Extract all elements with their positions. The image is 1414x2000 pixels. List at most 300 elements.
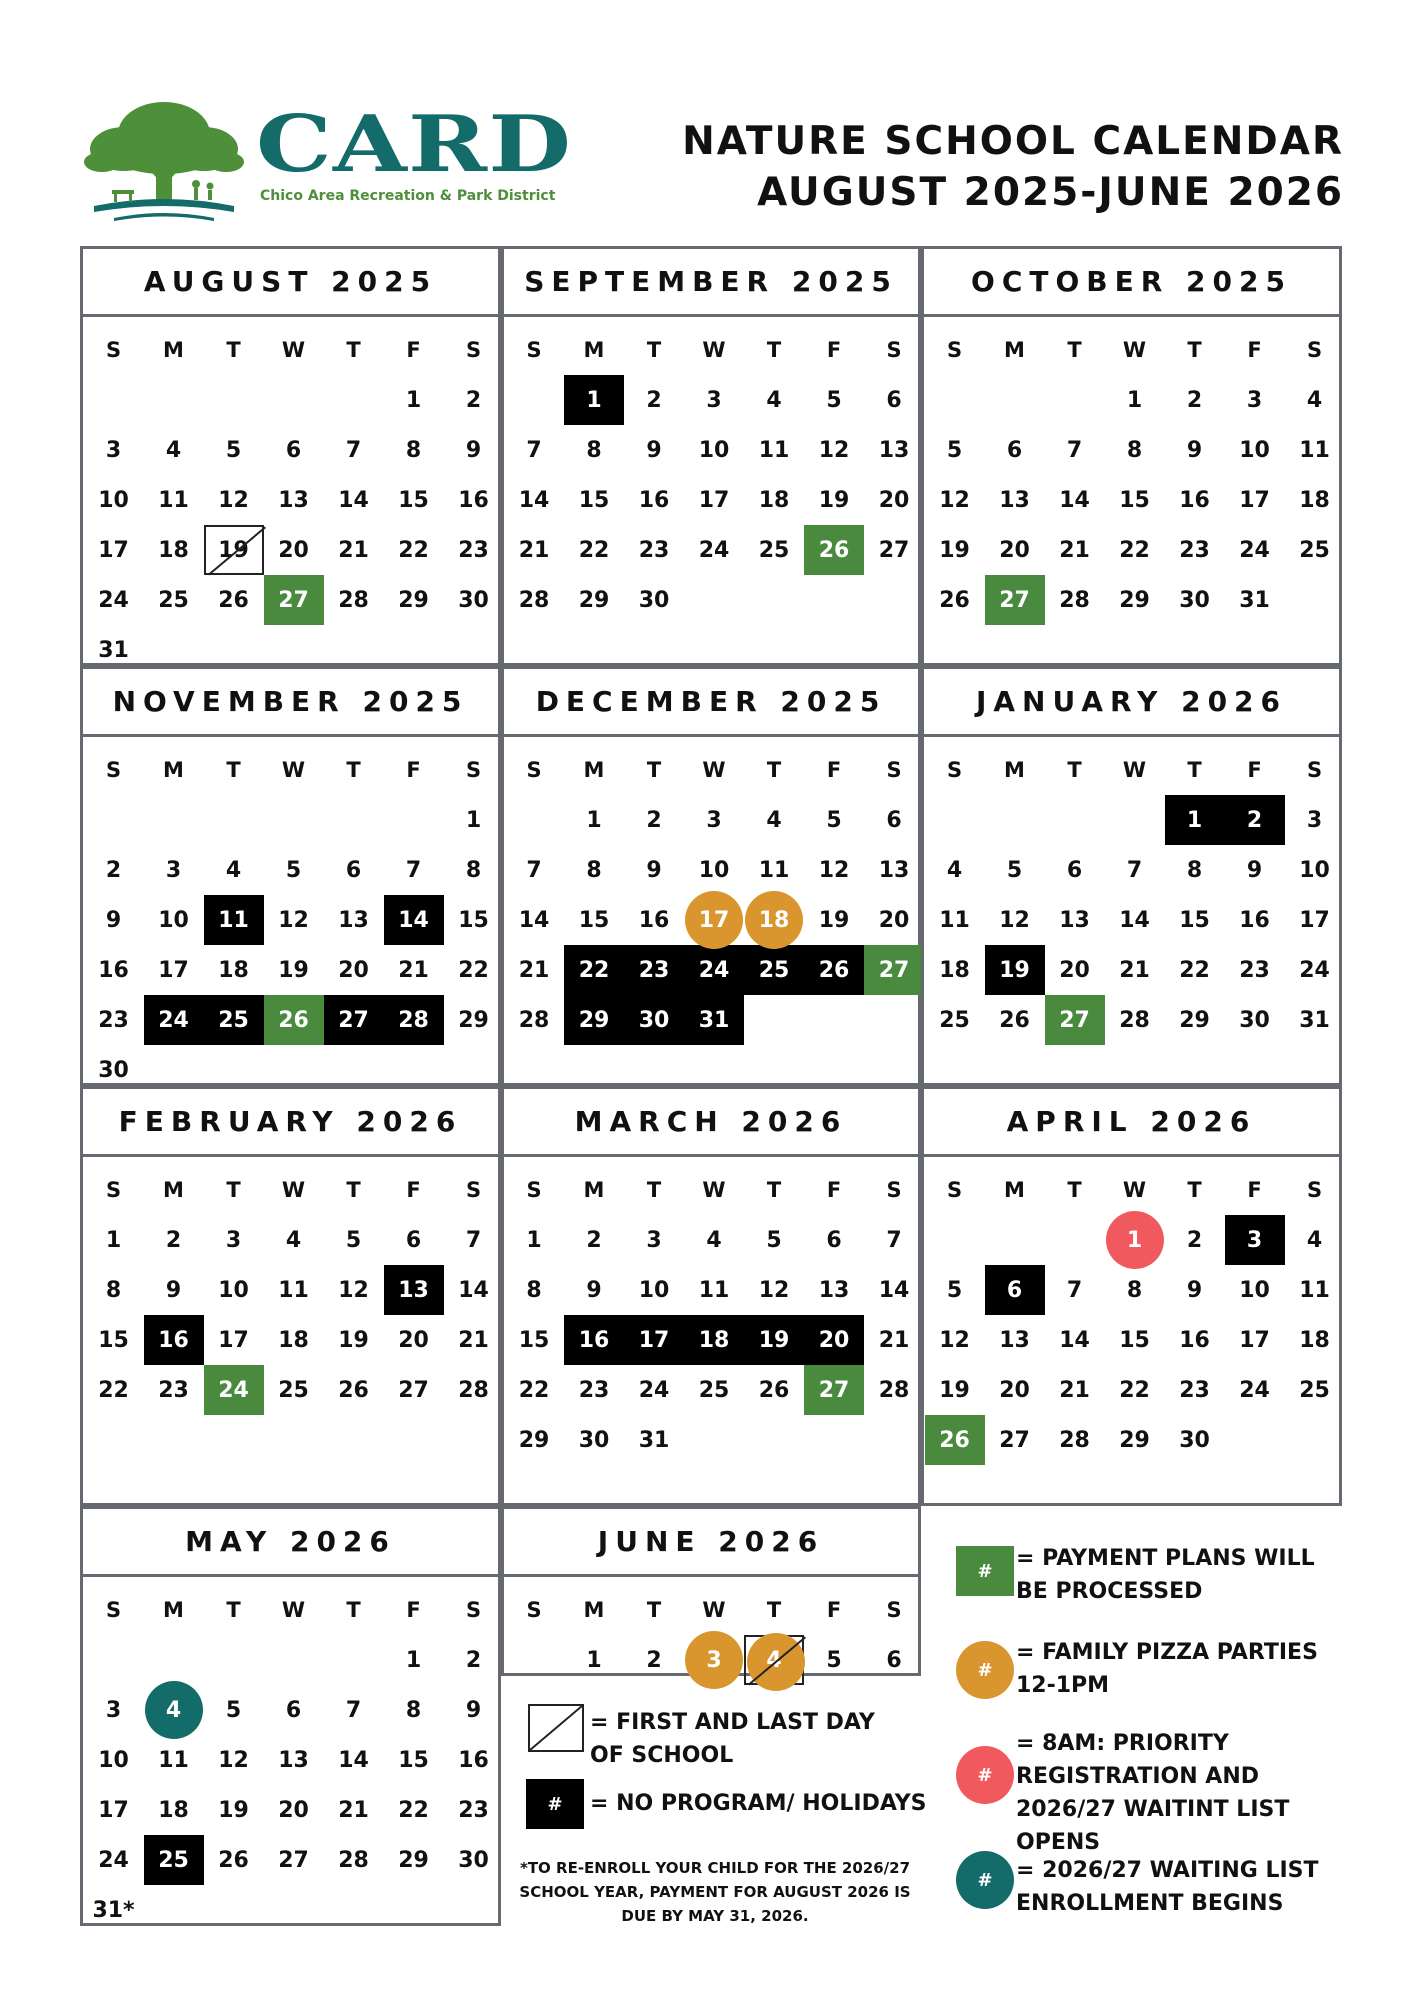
day-cell: 25	[278, 1377, 309, 1403]
day-cell: 4	[946, 857, 963, 883]
day-cell: 21	[878, 1327, 910, 1353]
weekday-label: T	[1187, 1178, 1202, 1202]
day-cell: 18	[744, 895, 804, 945]
day-cell: 16	[638, 487, 670, 513]
day-cell: 1	[105, 1227, 122, 1253]
day-cell: 11	[758, 857, 790, 883]
weekday-label: F	[1247, 1178, 1262, 1202]
weekday-label: W	[281, 758, 306, 782]
day-cell: 23	[638, 537, 670, 563]
day-cell: 3	[646, 1227, 662, 1253]
day-cell: 20	[278, 1797, 309, 1823]
day-cell: 13	[999, 487, 1030, 513]
weekday-label: T	[1067, 338, 1082, 362]
day-cell: 6	[826, 1227, 842, 1253]
day-cell: 6	[1006, 437, 1023, 463]
day-cell: 11	[158, 1747, 189, 1773]
weekday-label: T	[1067, 758, 1082, 782]
day-cell: 11	[1299, 1277, 1330, 1303]
weekday-label: S	[105, 758, 122, 782]
day-cell: 22	[1179, 957, 1210, 983]
day-cell: 27	[804, 1365, 864, 1415]
day-cell: 26	[939, 587, 970, 613]
day-cell: 25	[1299, 1377, 1330, 1403]
day-cell: 12	[338, 1277, 369, 1303]
day-cell: 8	[405, 1697, 422, 1723]
day-cell: 16	[144, 1315, 204, 1365]
day-cell: 10	[638, 1277, 670, 1303]
re-enroll-note: *TO RE-ENROLL YOUR CHILD FOR THE 2026/27 SCHOOL YEAR, PAYMENT FOR AUGUST 2026 IS DUE BY MAY 31, 2026.	[519, 1859, 911, 1925]
weekday-label: T	[646, 1178, 662, 1202]
day-cell: 18	[939, 957, 970, 983]
day-cell: 4	[744, 1635, 804, 1685]
day-cell: 24	[204, 1365, 264, 1415]
day-cell: 19	[278, 957, 309, 983]
day-cell: 12	[818, 857, 850, 883]
day-cell: 11	[939, 907, 970, 933]
day-cell: 8	[405, 437, 422, 463]
day-cell: 24	[98, 1847, 129, 1873]
day-cell: 14	[384, 895, 444, 945]
day-cell: 27	[878, 537, 910, 563]
month-title: MARCH 2026	[504, 1089, 918, 1157]
weekday-label: S	[886, 758, 902, 782]
weekday-label: S	[465, 1598, 482, 1622]
day-cell: 18	[158, 1797, 189, 1823]
tree-logo-icon	[84, 94, 244, 222]
day-cell: 2	[465, 387, 482, 413]
weekday-label: T	[226, 1178, 241, 1202]
day-cell: 30	[638, 587, 670, 613]
day-cell: 1	[526, 1227, 542, 1253]
day-cell: 7	[345, 1697, 362, 1723]
day-cell: 3	[225, 1227, 242, 1253]
day-cell: 22	[1119, 1377, 1150, 1403]
day-cell: 2	[165, 1227, 182, 1253]
card-logo	[84, 94, 573, 224]
day-cell: 16	[1179, 1327, 1210, 1353]
day-cell: 25	[158, 587, 189, 613]
weekday-label: M	[163, 758, 184, 782]
weekday-label: M	[163, 1598, 184, 1622]
day-cell: 6	[1066, 857, 1083, 883]
day-cell: 3	[706, 807, 722, 833]
day-cell: 11	[158, 487, 189, 513]
day-cell: 5	[826, 387, 842, 413]
card-wordmark: CARD	[256, 99, 573, 190]
day-cell: 17	[158, 957, 189, 983]
day-cell: 23	[578, 1377, 610, 1403]
day-cell: 24	[1299, 957, 1330, 983]
day-cell: 6	[886, 1647, 902, 1673]
day-cell: 17	[1299, 907, 1330, 933]
day-cell: 25	[939, 1007, 970, 1033]
day-cell: 22	[398, 537, 429, 563]
day-cell: 1	[586, 807, 602, 833]
day-cell: 30	[98, 1057, 129, 1083]
weekday-label: F	[406, 1178, 421, 1202]
day-cell: 1	[586, 1647, 602, 1673]
day-cell: 2	[1186, 1227, 1203, 1253]
weekday-label: T	[766, 1598, 782, 1622]
day-cell: 26	[804, 945, 864, 995]
day-cell: 31	[1239, 587, 1270, 613]
weekday-label: F	[406, 1598, 421, 1622]
day-cell: 29	[458, 1007, 489, 1033]
day-cell: 13	[384, 1265, 444, 1315]
day-cell: 18	[1299, 487, 1330, 513]
day-cell: 28	[518, 1007, 550, 1033]
weekday-label: W	[1122, 1178, 1147, 1202]
day-cell: 15	[578, 907, 610, 933]
day-cell: 31	[1299, 1007, 1330, 1033]
day-cell: 2	[465, 1647, 482, 1673]
day-cell: 7	[1066, 437, 1083, 463]
day-cell: 23	[458, 537, 489, 563]
weekday-label: S	[526, 1598, 542, 1622]
day-cell: 31*	[92, 1897, 135, 1923]
day-cell: 9	[465, 1697, 482, 1723]
day-cell: 13	[878, 437, 910, 463]
day-cell: 27	[1045, 995, 1105, 1045]
day-cell: 5	[946, 1277, 963, 1303]
weekday-label: S	[105, 1178, 122, 1202]
weekday-label: M	[583, 338, 605, 362]
day-cell: 21	[1059, 537, 1090, 563]
day-cell: 4	[144, 1685, 204, 1735]
day-cell: 22	[458, 957, 489, 983]
day-cell: 17	[218, 1327, 249, 1353]
day-cell: 18	[218, 957, 249, 983]
day-cell: 15	[398, 1747, 429, 1773]
day-cell: 24	[684, 945, 744, 995]
day-cell: 19	[818, 907, 850, 933]
day-cell: 24	[698, 537, 730, 563]
day-cell: 20	[999, 537, 1030, 563]
day-cell: 14	[1059, 487, 1090, 513]
day-cell: 7	[1126, 857, 1143, 883]
weekday-label: T	[646, 758, 662, 782]
weekday-label: T	[766, 338, 782, 362]
page-title	[682, 116, 1344, 218]
weekday-label: T	[346, 758, 361, 782]
day-cell: 16	[1239, 907, 1270, 933]
day-cell: 4	[165, 437, 182, 463]
day-cell: 28	[1059, 587, 1090, 613]
month-title: OCTOBER 2025	[924, 249, 1339, 317]
day-cell: 1	[405, 1647, 422, 1673]
day-cell: 8	[1126, 437, 1143, 463]
day-cell: 21	[518, 537, 550, 563]
weekday-label: F	[826, 758, 842, 782]
day-cell: 19	[939, 537, 970, 563]
day-cell: 4	[766, 807, 782, 833]
month-title: NOVEMBER 2025	[83, 669, 498, 737]
day-cell: 17	[1239, 1327, 1270, 1353]
day-cell: 10	[1239, 437, 1270, 463]
day-cell: 10	[698, 857, 730, 883]
day-cell: 27	[985, 575, 1045, 625]
day-cell: 6	[345, 857, 362, 883]
weekday-label: F	[826, 338, 842, 362]
day-cell: 6	[405, 1227, 422, 1253]
day-cell: 2	[646, 1647, 662, 1673]
day-cell: 9	[1186, 437, 1203, 463]
weekday-label: T	[346, 1598, 361, 1622]
day-cell: 3	[1306, 807, 1323, 833]
day-cell: 18	[758, 487, 790, 513]
legend-payment: = PAYMENT PLANS WILL BE PROCESSED	[1016, 1546, 1315, 1604]
day-cell: 18	[684, 1315, 744, 1365]
weekday-label: T	[226, 758, 241, 782]
day-cell: 9	[646, 437, 662, 463]
month-title: DECEMBER 2025	[504, 669, 918, 737]
day-cell: 11	[278, 1277, 309, 1303]
pizza-swatch	[956, 1641, 1014, 1699]
day-cell: 25	[744, 945, 804, 995]
day-cell: 7	[1066, 1277, 1083, 1303]
weekday-label: F	[826, 1178, 842, 1202]
day-cell: 26	[218, 1847, 249, 1873]
day-cell: 30	[578, 1427, 610, 1453]
day-cell: 24	[1239, 537, 1270, 563]
day-cell: 29	[578, 587, 610, 613]
day-cell: 6	[285, 1697, 302, 1723]
day-cell: 12	[278, 907, 309, 933]
day-cell: 12	[939, 487, 970, 513]
day-cell: 9	[586, 1277, 602, 1303]
day-cell: 3	[165, 857, 182, 883]
day-cell: 19	[744, 1315, 804, 1365]
weekday-label: M	[163, 338, 184, 362]
day-cell: 5	[826, 1647, 842, 1673]
title-line-2: AUGUST 2025-JUNE 2026	[757, 170, 1344, 215]
weekday-label: M	[583, 758, 605, 782]
day-cell: 27	[264, 575, 324, 625]
legend-waitlist: = 2026/27 WAITING LIST ENROLLMENT BEGINS	[1016, 1858, 1319, 1916]
day-cell: 31	[684, 995, 744, 1045]
day-cell: 7	[345, 437, 362, 463]
day-cell: 14	[338, 487, 369, 513]
day-cell: 27	[398, 1377, 429, 1403]
waitlist-swatch	[956, 1851, 1014, 1909]
day-cell: 30	[1179, 587, 1210, 613]
day-cell: 5	[285, 857, 302, 883]
day-cell: 15	[518, 1327, 550, 1353]
day-cell: 29	[398, 1847, 429, 1873]
day-cell: 3	[684, 1635, 744, 1685]
day-cell: 1	[1165, 795, 1225, 845]
weekday-label: F	[826, 1598, 842, 1622]
legend-pizza: = FAMILY PIZZA PARTIES 12-1PM	[1016, 1640, 1318, 1698]
legend-first-last: = FIRST AND LAST DAY OF SCHOOL	[590, 1710, 875, 1768]
day-cell: 17	[98, 537, 129, 563]
weekday-label: S	[526, 1178, 542, 1202]
weekday-label: S	[526, 758, 542, 782]
weekday-label: S	[465, 338, 482, 362]
month-may-2026	[80, 1506, 501, 1926]
day-cell: 10	[218, 1277, 249, 1303]
weekday-label: S	[886, 338, 902, 362]
weekday-label: T	[1187, 758, 1202, 782]
day-cell: 13	[878, 857, 910, 883]
day-cell: 29	[518, 1427, 550, 1453]
month-march-2026	[501, 1086, 921, 1506]
day-cell: 16	[458, 487, 489, 513]
day-cell: 2	[646, 387, 662, 413]
day-cell: 13	[338, 907, 369, 933]
day-cell: 9	[465, 437, 482, 463]
day-cell: 5	[1006, 857, 1023, 883]
day-cell: 20	[398, 1327, 429, 1353]
day-cell: 24	[638, 1377, 670, 1403]
day-cell: 15	[1119, 1327, 1150, 1353]
weekday-label: W	[702, 758, 726, 782]
weekday-label: F	[1247, 758, 1262, 782]
weekday-label: S	[946, 758, 963, 782]
day-cell: 23	[1179, 537, 1210, 563]
day-cell: 25	[758, 537, 790, 563]
day-cell: 4	[285, 1227, 302, 1253]
day-cell: 7	[465, 1227, 482, 1253]
weekday-label: S	[1306, 758, 1323, 782]
day-cell: 19	[204, 525, 264, 575]
day-cell: 14	[338, 1747, 369, 1773]
day-cell: 16	[98, 957, 129, 983]
weekday-label: W	[702, 1598, 726, 1622]
day-cell: 26	[264, 995, 324, 1045]
day-cell: 8	[1126, 1277, 1143, 1303]
weekday-label: F	[406, 758, 421, 782]
day-cell: 21	[1119, 957, 1150, 983]
day-cell: 4	[1306, 387, 1323, 413]
weekday-label: S	[946, 338, 963, 362]
day-cell: 8	[526, 1277, 542, 1303]
weekday-label: M	[1004, 758, 1025, 782]
day-cell: 14	[458, 1277, 489, 1303]
day-cell: 20	[804, 1315, 864, 1365]
day-cell: 27	[278, 1847, 309, 1873]
swatch-symbol: #	[977, 1560, 993, 1582]
day-cell: 18	[1299, 1327, 1330, 1353]
day-cell: 12	[999, 907, 1030, 933]
weekday-label: M	[583, 1178, 605, 1202]
day-cell: 22	[98, 1377, 129, 1403]
swatch-symbol: #	[977, 1869, 993, 1891]
day-cell: 15	[1179, 907, 1210, 933]
month-january-2026	[921, 666, 1342, 1086]
day-cell: 24	[98, 587, 129, 613]
day-cell: 14	[878, 1277, 910, 1303]
month-october-2025	[921, 246, 1342, 666]
day-cell: 14	[518, 487, 550, 513]
day-cell: 7	[886, 1227, 902, 1253]
month-title: FEBRUARY 2026	[83, 1089, 498, 1157]
day-cell: 21	[398, 957, 429, 983]
month-september-2025	[501, 246, 921, 666]
day-cell: 9	[105, 907, 122, 933]
day-cell: 26	[218, 587, 249, 613]
day-cell: 20	[1059, 957, 1090, 983]
day-cell: 1	[405, 387, 422, 413]
weekday-label: F	[406, 338, 421, 362]
day-cell: 21	[518, 957, 550, 983]
day-cell: 28	[384, 995, 444, 1045]
day-cell: 22	[518, 1377, 550, 1403]
day-cell: 23	[98, 1007, 129, 1033]
swatch-symbol: #	[547, 1793, 563, 1815]
weekday-label: S	[526, 338, 542, 362]
day-cell: 17	[98, 1797, 129, 1823]
day-cell: 19	[338, 1327, 369, 1353]
weekday-label: S	[886, 1598, 902, 1622]
day-cell: 21	[1059, 1377, 1090, 1403]
weekday-label: S	[105, 338, 122, 362]
day-cell: 24	[1239, 1377, 1270, 1403]
day-cell: 21	[458, 1327, 489, 1353]
day-cell: 1	[1105, 1215, 1165, 1265]
day-cell: 25	[144, 1835, 204, 1885]
day-cell: 8	[586, 437, 602, 463]
legend-holidays: = NO PROGRAM/ HOLIDAYS	[590, 1791, 927, 1816]
day-cell: 9	[165, 1277, 182, 1303]
day-cell: 26	[338, 1377, 369, 1403]
day-cell: 4	[225, 857, 242, 883]
weekday-label: S	[886, 1178, 902, 1202]
day-cell: 5	[826, 807, 842, 833]
day-cell: 2	[105, 857, 122, 883]
weekday-label: W	[1122, 758, 1147, 782]
day-cell: 3	[1246, 387, 1263, 413]
day-cell: 10	[158, 907, 189, 933]
day-cell: 7	[526, 437, 542, 463]
day-cell: 11	[758, 437, 790, 463]
day-cell: 28	[878, 1377, 910, 1403]
day-cell: 18	[278, 1327, 309, 1353]
day-cell: 19	[985, 945, 1045, 995]
month-april-2026	[921, 1086, 1342, 1506]
day-cell: 15	[458, 907, 489, 933]
district-name: Chico Area Recreation & Park District	[260, 188, 556, 204]
day-cell: 26	[925, 1415, 985, 1465]
day-cell: 1	[1126, 387, 1143, 413]
slash-icon	[528, 1704, 584, 1752]
weekday-label: T	[766, 758, 782, 782]
day-cell: 22	[578, 537, 610, 563]
day-cell: 30	[624, 995, 684, 1045]
day-cell: 11	[1299, 437, 1330, 463]
day-cell: 17	[624, 1315, 684, 1365]
day-cell: 15	[578, 487, 610, 513]
day-cell: 2	[646, 807, 662, 833]
day-cell: 23	[458, 1797, 489, 1823]
day-cell: 3	[706, 387, 722, 413]
day-cell: 28	[338, 1847, 369, 1873]
day-cell: 23	[1179, 1377, 1210, 1403]
day-cell: 21	[338, 537, 369, 563]
weekday-label: W	[281, 1598, 306, 1622]
day-cell: 27	[324, 995, 384, 1045]
day-cell: 13	[1059, 907, 1090, 933]
day-cell: 1	[465, 807, 482, 833]
day-cell: 16	[1179, 487, 1210, 513]
weekday-label: T	[766, 1178, 782, 1202]
swatch-symbol: #	[977, 1764, 993, 1786]
day-cell: 16	[564, 1315, 624, 1365]
weekday-label: T	[646, 338, 662, 362]
weekday-label: S	[1306, 1178, 1323, 1202]
day-cell: 12	[758, 1277, 790, 1303]
